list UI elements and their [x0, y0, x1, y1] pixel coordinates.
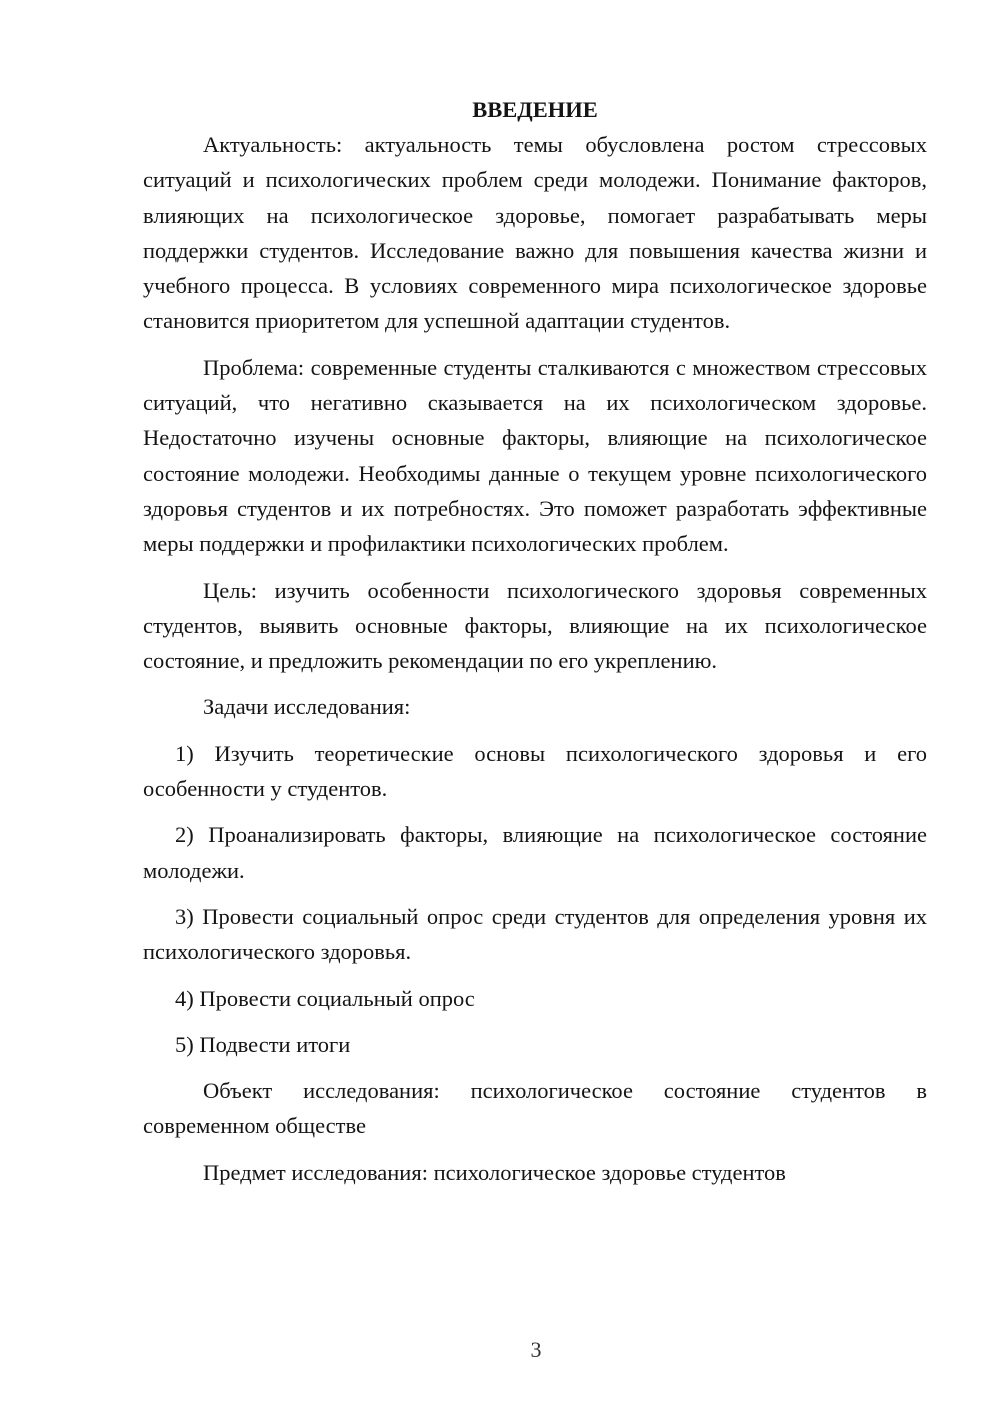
task-item: 4) Провести социальный опрос: [175, 985, 475, 1011]
spacer: [143, 1062, 927, 1073]
spacer: [143, 970, 927, 981]
paragraph-relevance: Актуальность: актуальность темы обусловлена ростом стрессовых ситуаций и психологических проблем среди молодежи. Понимание факторов, влияющих на психологическое здоровье, помогает разрабатывать меры поддержки студентов. Исследование важно для повышения качества жизни и учебного процесса. В условиях современного мира психологическое здоровье становится приоритетом для успешной адаптации студентов.: [143, 132, 927, 334]
task-item: 3) Провести социальный опрос среди студентов для определения уровня их психологического здоровья.: [143, 903, 927, 965]
paragraph-subject: Предмет исследования: психологическое здоровье студентов: [203, 1159, 786, 1185]
spacer: [143, 1016, 927, 1027]
spacer: [143, 562, 927, 573]
paragraph-goal: Цель: изучить особенности психологического здоровья современных студентов, выявить основные факторы, влияющие на их психологическое состояние, и предложить рекомендации по его укреплению.: [143, 577, 927, 674]
spacer: [143, 678, 927, 689]
spacer: [143, 725, 927, 736]
spacer: [143, 888, 927, 899]
page-content: [143, 92, 927, 1190]
spacer: [143, 806, 927, 817]
section-title: ВВЕДЕНИЕ: [472, 97, 598, 122]
task-item: 2) Проанализировать факторы, влияющие на психологическое состояние молодежи.: [143, 822, 927, 883]
tasks-heading: Задачи исследования:: [203, 694, 411, 720]
paragraph-object: Объект исследования: психологическое состояние студентов в современном обществе: [143, 1078, 927, 1139]
task-item: 1) Изучить теоретические основы психологического здоровья и его особенности у студентов.: [143, 740, 927, 802]
page-number: 3: [530, 1337, 542, 1362]
spacer: [143, 1144, 927, 1155]
task-item: 5) Подвести итоги: [175, 1031, 351, 1057]
paragraph-problem: Проблема: современные студенты сталкиваются с множеством стрессовых ситуаций, что негативно сказывается на их психологическом здоровье. Недостаточно изучены основные факторы, влияющие на психологическое состояние молодежи. Необходимы данные о текущем уровне психологического здоровья студентов и их потребностях. Это поможет разработать эффективные меры поддержки и профилактики психологических проблем.: [143, 354, 927, 557]
spacer: [143, 339, 927, 350]
